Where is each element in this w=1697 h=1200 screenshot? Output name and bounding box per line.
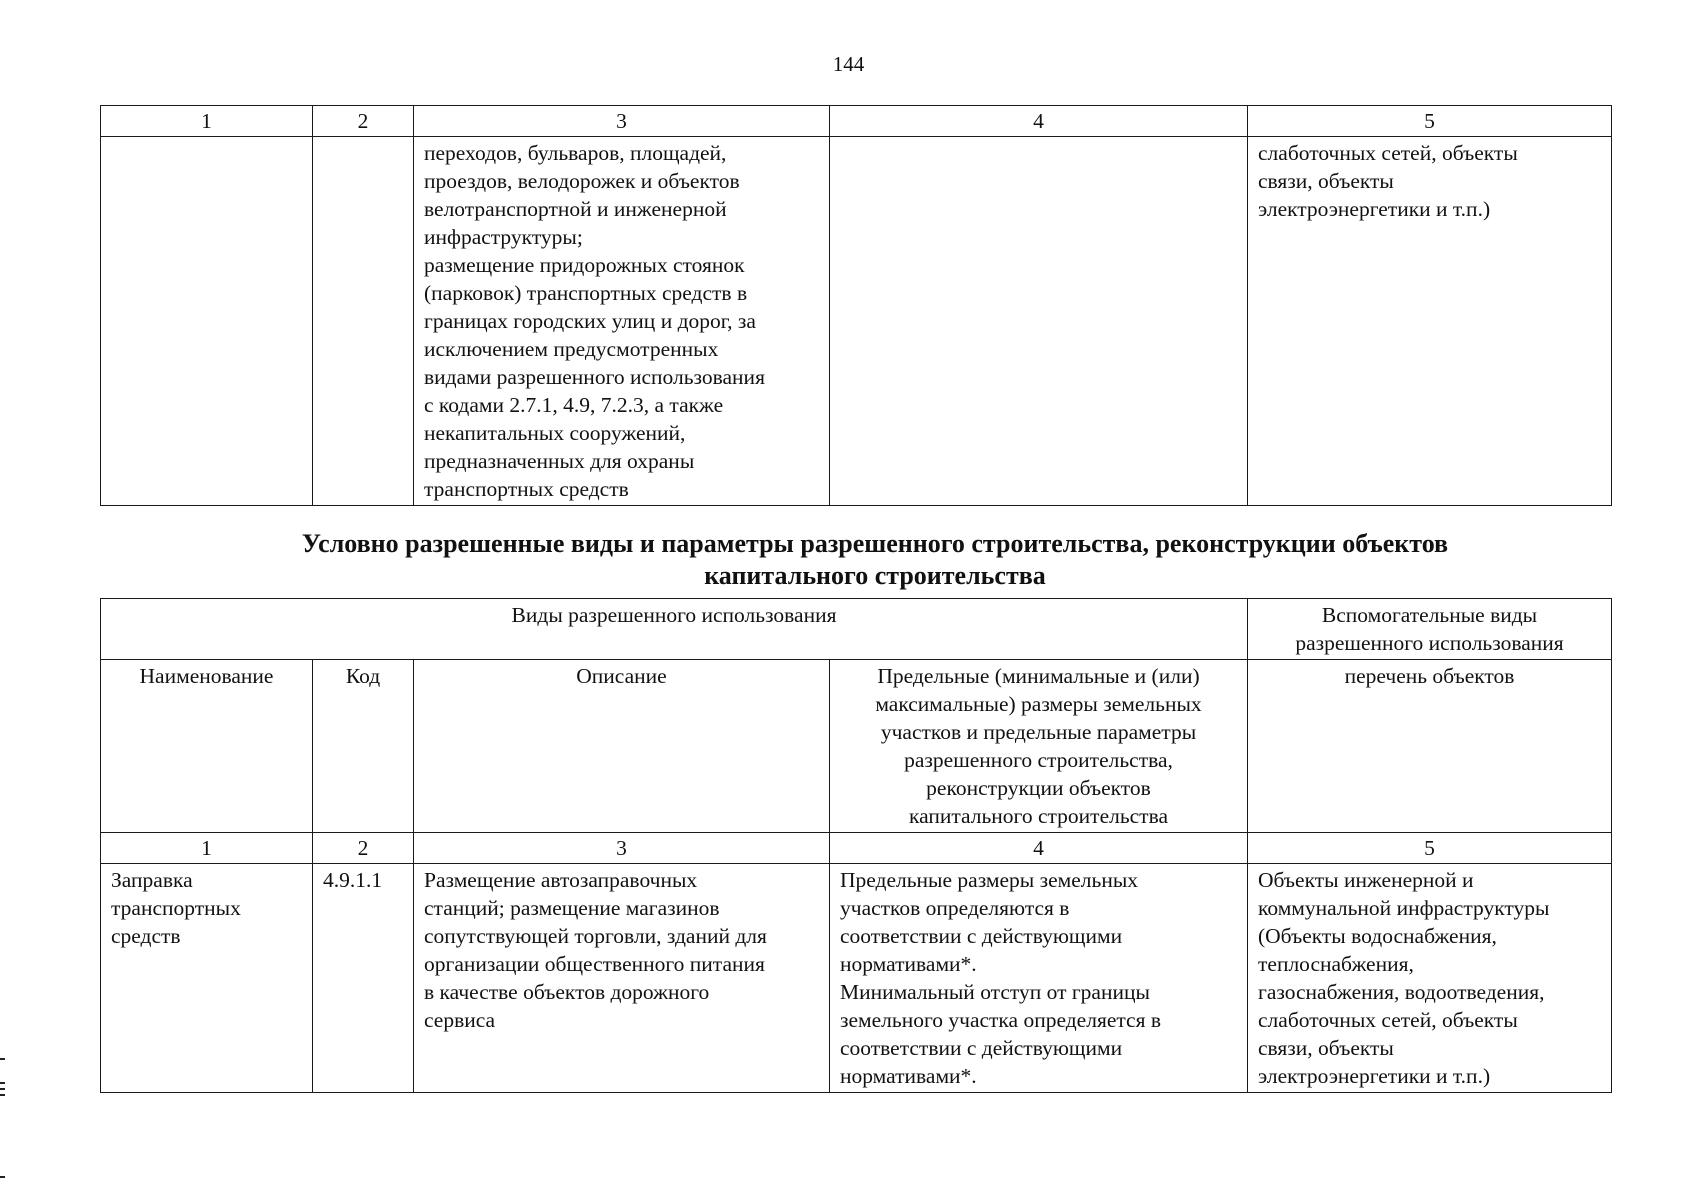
use-code-cell: 4.9.1.1 bbox=[313, 864, 414, 1093]
column-number: 1 bbox=[101, 833, 313, 864]
use-limits-cell bbox=[830, 137, 1248, 506]
column-number: 2 bbox=[313, 833, 414, 864]
use-name-cell bbox=[101, 137, 313, 506]
group-header-row bbox=[101, 599, 1612, 660]
margin-mark bbox=[0, 1176, 5, 1178]
column-number: 5 bbox=[1248, 106, 1612, 137]
use-description-cell: переходов, бульваров, площадей, проездов, велодорожек и объектов велотранспортной и инженерной инфраструктуры; размещение придорожных стоянок (парковок) транспортных средств в границах городских улиц и дорог, за исключением предусмотренных видами разрешенного использования с кодами 2.7.1, 4.9, 7.2.3, а также некапитальных сооружений, предназначенных для охраны транспортных средств bbox=[414, 137, 830, 506]
column-number: 3 bbox=[414, 106, 830, 137]
table-row bbox=[101, 864, 1612, 1093]
auxiliary-uses-cell: Объекты инженерной и коммунальной инфраструктуры (Объекты водоснабжения, теплоснабжения, газоснабжения, водоотведения, слаботочных сетей, объекты связи, объекты электроэнергетики и т.п.) bbox=[1248, 864, 1612, 1093]
use-description-cell: Размещение автозаправочных станций; размещение магазинов сопутствующей торговли, зданий для организации общественного питания в качестве объектов дорожного сервиса bbox=[414, 864, 830, 1093]
permitted-uses-group-header: Виды разрешенного использования bbox=[101, 599, 1248, 660]
use-limits-cell: Предельные размеры земельных участков определяются в соответствии с действующими нормативами*. Минимальный отступ от границы земельного участка определяется в соответствии с действующими нормативами*. bbox=[830, 864, 1248, 1093]
code-column-header: Код bbox=[313, 660, 414, 833]
auxiliary-column-header: перечень объектов bbox=[1248, 660, 1612, 833]
page-number: 144 bbox=[832, 52, 865, 76]
column-number: 4 bbox=[830, 106, 1248, 137]
auxiliary-uses-group-header: Вспомогательные виды разрешенного использования bbox=[1248, 599, 1612, 660]
description-column-header: Описание bbox=[414, 660, 830, 833]
margin-mark bbox=[0, 1082, 5, 1084]
column-number: 4 bbox=[830, 833, 1248, 864]
column-number-row bbox=[101, 833, 1612, 864]
margin-mark bbox=[0, 1094, 5, 1096]
table-row bbox=[101, 137, 1612, 506]
use-code-cell bbox=[313, 137, 414, 506]
conditionally-permitted-uses-table bbox=[100, 598, 1612, 1093]
column-number: 3 bbox=[414, 833, 830, 864]
margin-mark bbox=[0, 1088, 5, 1090]
name-column-header: Наименование bbox=[101, 660, 313, 833]
column-number: 5 bbox=[1248, 833, 1612, 864]
use-name-cell: Заправка транспортных средств bbox=[101, 864, 313, 1093]
margin-mark bbox=[0, 1058, 5, 1060]
auxiliary-uses-cell: слаботочных сетей, объекты связи, объекты электроэнергетики и т.п.) bbox=[1248, 137, 1612, 506]
column-number: 1 bbox=[101, 106, 313, 137]
column-header-row bbox=[101, 660, 1612, 833]
column-number: 2 bbox=[313, 106, 414, 137]
column-number-row bbox=[101, 106, 1612, 137]
section-heading: Условно разрешенные виды и параметры разрешенного строительства, реконструкции объектов капитального строительства bbox=[301, 529, 1449, 590]
limits-column-header: Предельные (минимальные и (или) максимальные) размеры земельных участков и предельные параметры разрешенного строительства, реконструкции объектов капитального строительства bbox=[830, 660, 1248, 833]
permitted-uses-table-continued bbox=[100, 105, 1612, 506]
